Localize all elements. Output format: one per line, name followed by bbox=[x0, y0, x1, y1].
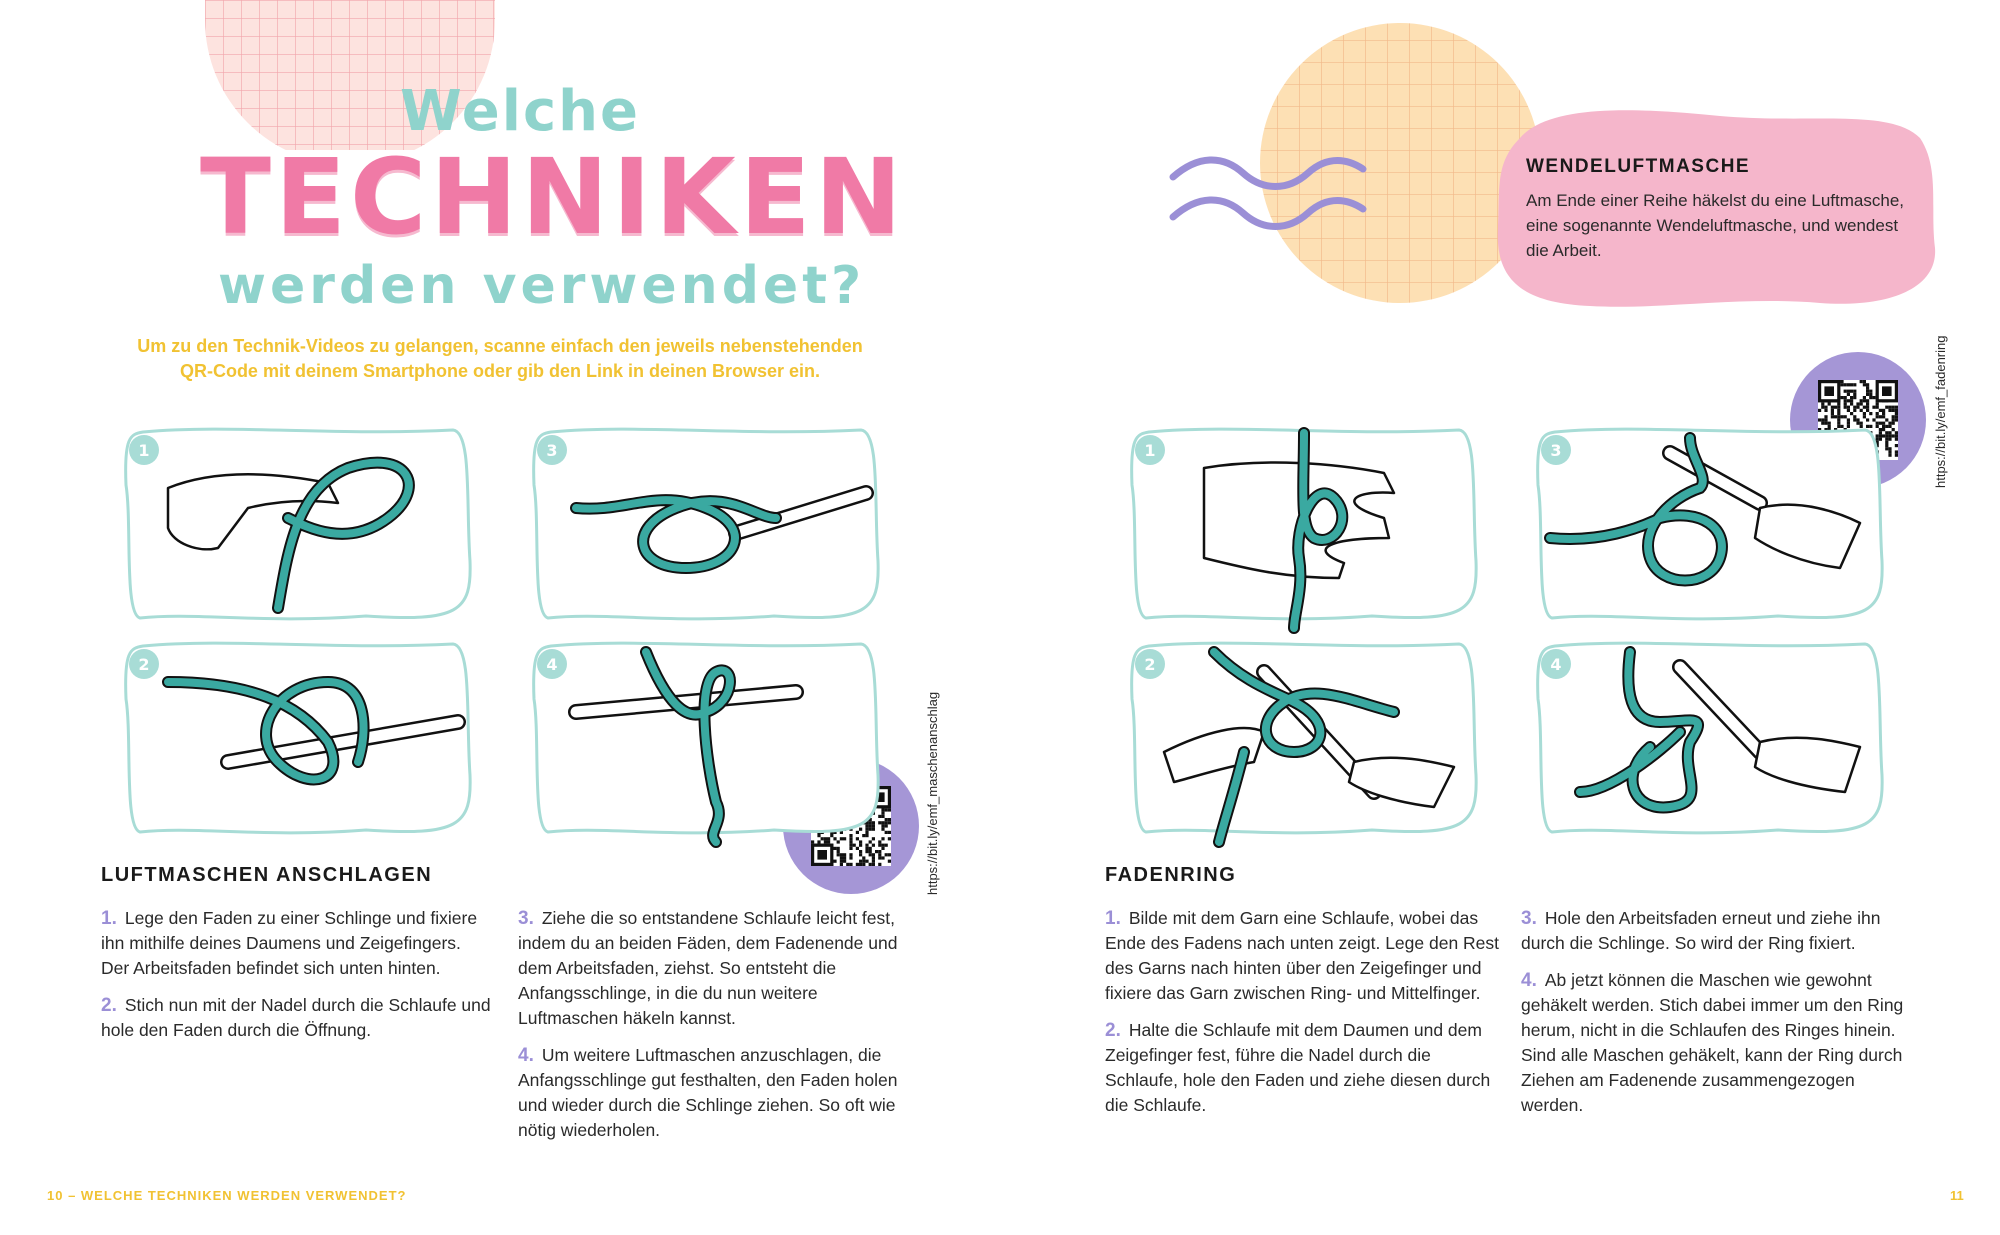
qr-url-fadenring[interactable]: https://bit.ly/emf_fadenring bbox=[1933, 335, 1948, 488]
step-number-badge bbox=[1541, 435, 1571, 465]
step-item: 3. Hole den Arbeitsfaden erneut und ziehe ihn durch die Schlinge. So wird der Ring fixiert. bbox=[1521, 908, 1881, 953]
footer-right: 11 bbox=[1950, 1188, 1964, 1203]
step-number-badge bbox=[1541, 649, 1571, 679]
section-title-fadenring: FADENRING bbox=[1105, 864, 1237, 886]
intro-text bbox=[100, 334, 900, 384]
steps-right-col1 bbox=[1105, 906, 1500, 1130]
step-number: 4 bbox=[546, 655, 558, 674]
steps-left-col2 bbox=[518, 906, 908, 1155]
undefined bbox=[526, 632, 886, 842]
intro-line-2: QR-Code mit deinem Smartphone oder gib den Link in deinen Browser ein. bbox=[179, 361, 821, 381]
undefined bbox=[118, 632, 478, 842]
undefined bbox=[1124, 418, 1484, 628]
steps-left-col1 bbox=[101, 906, 491, 1055]
undefined bbox=[1124, 632, 1484, 842]
step-item: 4. Um weitere Luftmaschen anzuschlagen, die Anfangsschlinge gut festhalten, den Faden holen und wieder durch die Schlinge ziehen. So oft wie nötig wiederholen. bbox=[518, 1045, 898, 1140]
footer-left: 10 – WELCHE TECHNIKEN WERDEN VERWENDET? bbox=[47, 1188, 407, 1203]
wendeluftmasche-text: Am Ende einer Reihe häkelst du eine Luftmasche, eine sogenannte Wendeluftmasche, und wendest die Arbeit. bbox=[1526, 191, 1905, 260]
step-number-badge bbox=[537, 435, 567, 465]
step-number: 1 bbox=[138, 441, 150, 460]
wave-icon bbox=[1168, 155, 1368, 235]
wendeluftmasche-title: WENDELUFTMASCHE bbox=[1526, 156, 1751, 177]
step-number-badge bbox=[1135, 649, 1165, 679]
step-number: 3 bbox=[1550, 441, 1562, 460]
step-item: 1. Lege den Faden zu einer Schlinge und fixiere ihn mithilfe deines Daumens und Zeigefingers. Der Arbeitsfaden befindet sich unten hinten. bbox=[101, 908, 478, 978]
step-item: 4. Ab jetzt können die Maschen wie gewohnt gehäkelt werden. Stich dabei immer um den Ring herum, nicht in die Schlaufen des Ringes hinein. Sind alle Maschen gehäkelt, kann der Ring durch Ziehen am Fadenende zusammengezogen werden. bbox=[1521, 970, 1904, 1115]
step-number: 3 bbox=[546, 441, 558, 460]
step-number-badge bbox=[129, 649, 159, 679]
undefined bbox=[1530, 418, 1890, 628]
step-number-badge bbox=[129, 435, 159, 465]
step-item: 2. Stich nun mit der Nadel durch die Schlaufe und hole den Faden durch die Öffnung. bbox=[101, 995, 491, 1040]
undefined bbox=[526, 418, 886, 628]
step-number: 2 bbox=[1144, 655, 1156, 674]
step-item: 1. Bilde mit dem Garn eine Schlaufe, wobei das Ende des Fadens nach unten zeigt. Lege den Rest des Garns nach hinten über den Zeigefinger und fixiere das Garn zwischen Ring- und Mittelfinger. bbox=[1105, 908, 1500, 1003]
undefined bbox=[118, 418, 478, 628]
heading-werden-verwendet: werden verwendet? bbox=[218, 256, 866, 316]
step-item: 3. Ziehe die so entstandene Schlaufe leicht fest, indem du an beiden Fäden, dem Fadenende und dem Arbeitsfaden, ziehst. So entsteht die Anfangsschlinge, in die du nun weitere Luftmaschen häkeln kannst. bbox=[518, 908, 898, 1028]
undefined bbox=[1530, 632, 1890, 842]
step-number: 1 bbox=[1144, 441, 1156, 460]
step-item: 2. Halte die Schlaufe mit dem Daumen und dem Zeigefinger fest, führe die Nadel durch die Schlaufe, hole den Faden und ziehe diesen durch die Schlaufe. bbox=[1105, 1020, 1491, 1115]
step-number-badge bbox=[537, 649, 567, 679]
step-number: 4 bbox=[1550, 655, 1562, 674]
intro-line-1: Um zu den Technik-Videos zu gelangen, scanne einfach den jeweils nebenstehenden bbox=[137, 336, 863, 356]
heading-techniken: TECHNIKEN bbox=[200, 136, 906, 258]
section-title-luftmaschen: LUFTMASCHEN ANSCHLAGEN bbox=[101, 864, 433, 886]
step-number: 2 bbox=[138, 655, 150, 674]
heading-welche: Welche bbox=[400, 79, 640, 144]
steps-right-col2 bbox=[1521, 906, 1921, 1130]
qr-url-maschenanschlag[interactable]: https://bit.ly/emf_maschenanschlag bbox=[925, 691, 940, 895]
step-number-badge bbox=[1135, 435, 1165, 465]
